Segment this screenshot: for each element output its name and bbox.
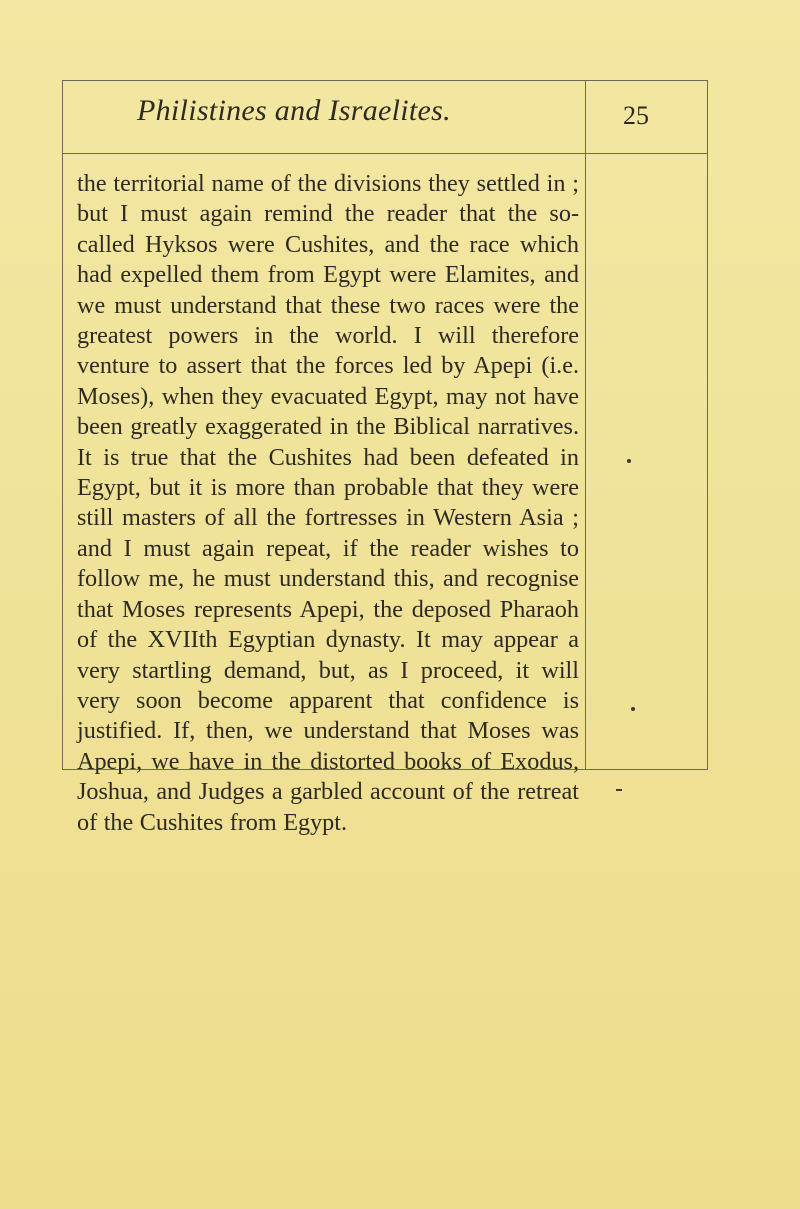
- page-title: Philistines and Israelites.: [137, 94, 451, 127]
- page-number: 25: [623, 101, 649, 130]
- page-frame: [62, 80, 708, 836]
- margin-mark: [627, 459, 631, 463]
- column-divider: [585, 81, 586, 769]
- main-paragraph: the territorial name of the divisions they settled in ; but I must again remind the reader that the so-called Hyksos were Cushites, and the race which had expelled them from Egypt were Elamites, and we must understand that these two races were the greatest powers in the world. I will therefore venture to assert that the forces led by Apepi (i.e. Moses), when they evacuated Egypt, may not have been greatly exaggerated in the Biblical narratives. It is true that the Cushites had been defeated in Egypt, but it is more than probable that they were still masters of all the fortresses in Western Asia ; and I must again repeat, if the reader wishes to follow me, he must understand this, and recognise that Moses represents Apepi, the deposed Pharaoh of the XVIIth Egyptian dynasty. It may appear a very startling demand, but, as I proceed, it will very soon become apparent that confidence is justified. If, then, we understand that Moses was Apepi, we have in the distorted books of Exodus, Joshua, and Judges a garbled account of the retreat of the Cushites from Egypt.: [77, 170, 579, 836]
- header-row: [63, 81, 707, 154]
- margin-mark: [616, 789, 622, 791]
- margin-mark: [631, 707, 635, 711]
